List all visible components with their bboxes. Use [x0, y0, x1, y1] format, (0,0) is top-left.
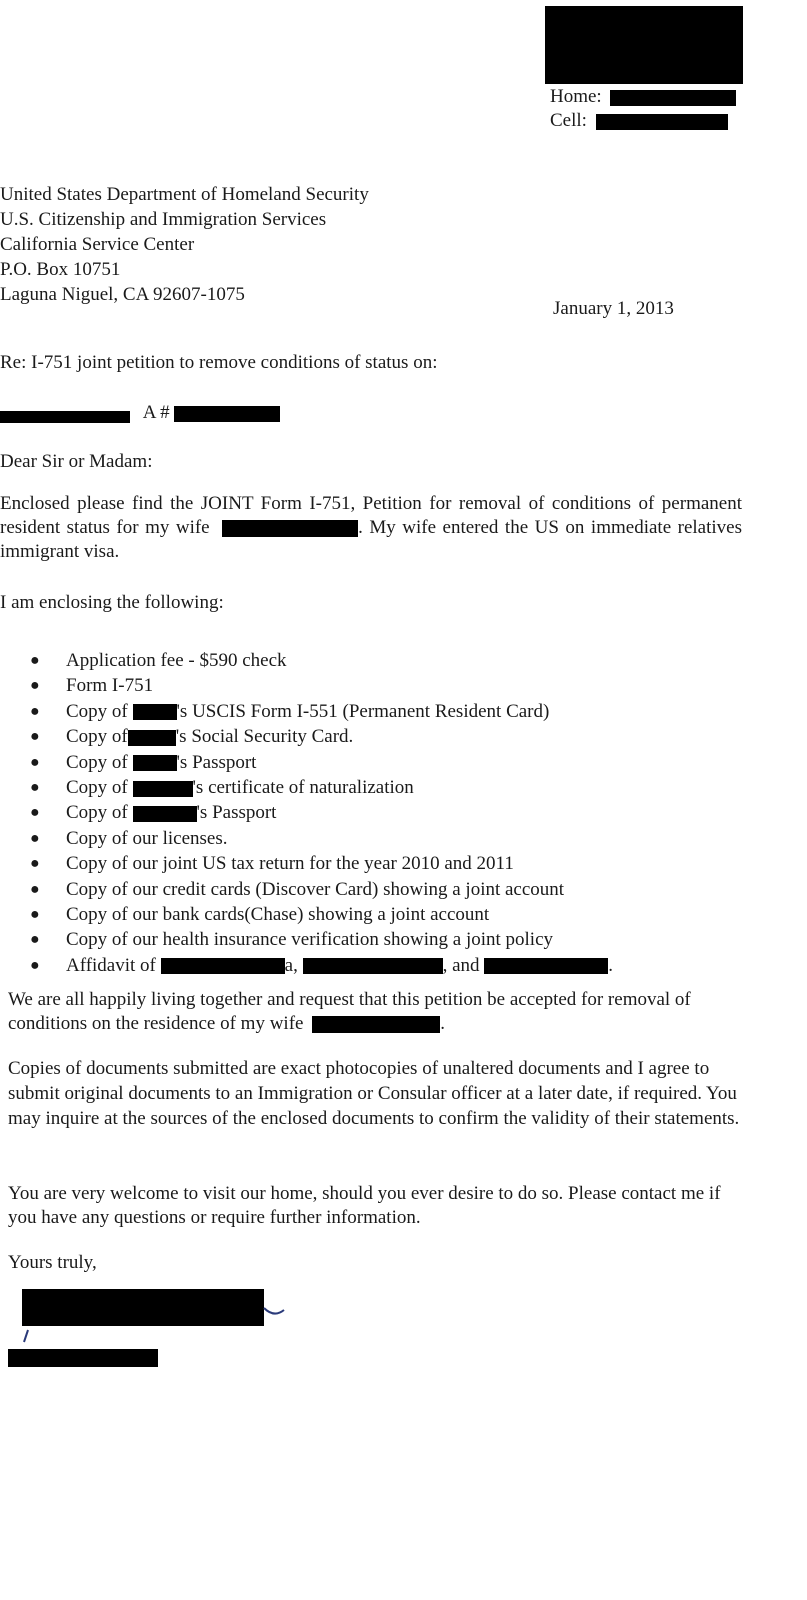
redacted-affiant-2 — [303, 958, 443, 974]
bullet-icon: ● — [30, 652, 40, 669]
recipient-line-5: Laguna Niguel, CA 92607-1075 — [0, 284, 245, 305]
bullet-icon: ● — [30, 855, 40, 873]
list-item: ● Copy of 's Passport — [30, 751, 257, 773]
bullet-icon: ● — [30, 829, 40, 847]
redacted-affiant-1 — [161, 958, 285, 974]
petitioner-line — [0, 402, 280, 424]
intro-text-2: . My wife entered the US on immediate relatives immigrant visa. — [0, 517, 742, 562]
cell-phone-line — [550, 110, 728, 132]
redacted-printed-name — [8, 1349, 158, 1367]
visit-paragraph: You are very welcome to visit our home, should you ever desire to do so. Please contact me if you have any questions or require further information. — [8, 1183, 721, 1228]
bullet-icon: ● — [30, 931, 40, 949]
bullet-icon: ● — [30, 905, 40, 923]
intro-text-1: Enclosed please find the JOINT Form I-751, Petition for removal of conditions of permanent resident status for my wife — [0, 493, 742, 538]
a-number-label: A # — [142, 402, 170, 423]
closing: Yours truly, — [8, 1252, 97, 1273]
redacted-name — [133, 704, 177, 720]
list-item: ● Copy of 's Social Security Card. — [30, 726, 354, 748]
redacted-affiant-3 — [484, 958, 608, 974]
list-item: ● Application fee - $590 check — [30, 650, 287, 671]
redacted-letterhead — [545, 6, 743, 84]
bullet-icon: ● — [30, 778, 40, 796]
living-text-1: We are all happily living together and request that this petition be accepted for removal of conditions on the residence of my wife — [8, 989, 691, 1034]
bullet-icon: ● — [30, 753, 40, 771]
list-item: ● Affidavit of a, , and . — [30, 954, 614, 976]
enclosure-list — [30, 650, 613, 980]
list-item: ● Copy of our health insurance verification showing a joint policy — [30, 929, 554, 951]
redacted-a-number — [174, 406, 280, 422]
recipient-line-1: United States Department of Homeland Security — [0, 184, 369, 205]
list-item: ● Copy of our credit cards (Discover Card) showing a joint account — [30, 878, 565, 900]
redacted-name — [133, 781, 193, 797]
salutation: Dear Sir or Madam: — [0, 451, 153, 472]
bullet-icon: ● — [30, 880, 40, 898]
bullet-icon: ● — [30, 702, 40, 720]
home-phone-line — [550, 86, 736, 108]
redacted-wife-name — [222, 520, 358, 537]
list-item: ● Copy of our bank cards(Chase) showing a joint account — [30, 903, 490, 925]
bullet-icon: ● — [30, 728, 40, 746]
list-item: ● Copy of 's Passport — [30, 802, 277, 824]
list-item: ● Copy of 's USCIS Form I-551 (Permanent Resident Card) — [30, 700, 550, 722]
redacted-name — [133, 755, 177, 771]
redacted-cell-phone — [596, 114, 728, 130]
redacted-name — [133, 806, 197, 822]
bullet-icon: ● — [30, 677, 40, 695]
list-item: ● Form I-751 — [30, 675, 154, 697]
enclosing-heading: I am enclosing the following: — [0, 592, 224, 613]
recipient-line-3: California Service Center — [0, 234, 195, 255]
bullet-icon: ● — [30, 956, 40, 974]
redacted-wife-name-2 — [312, 1016, 440, 1033]
living-paragraph — [8, 988, 748, 1036]
home-label: Home: — [550, 86, 602, 107]
list-item: ● Copy of our licenses. — [30, 827, 228, 849]
intro-paragraph — [0, 492, 742, 564]
redacted-petitioner-name — [0, 411, 130, 423]
list-item: ● Copy of our joint US tax return for the year 2010 and 2011 — [30, 853, 514, 875]
recipient-line-2: U.S. Citizenship and Immigration Services — [0, 209, 327, 230]
recipient-line-4: P.O. Box 10751 — [0, 259, 121, 280]
redacted-home-phone — [610, 90, 736, 106]
signature-scribble-icon — [20, 1290, 300, 1350]
bullet-icon: ● — [30, 804, 40, 822]
cell-label: Cell: — [550, 110, 587, 131]
copies-paragraph: Copies of documents submitted are exact photocopies of unaltered documents and I agree to submit original documents to an Immigration or Consular officer at a later date, if required. You may inquire at the sources of the enclosed documents to confirm the validity of their statements. — [8, 1058, 740, 1129]
re-line: Re: I-751 joint petition to remove conditions of status on: — [0, 352, 438, 373]
list-item: ● Copy of 's certificate of naturalization — [30, 776, 414, 798]
letter-date: January 1, 2013 — [553, 298, 674, 319]
living-text-2: . — [440, 1013, 445, 1034]
redacted-name — [128, 730, 176, 746]
